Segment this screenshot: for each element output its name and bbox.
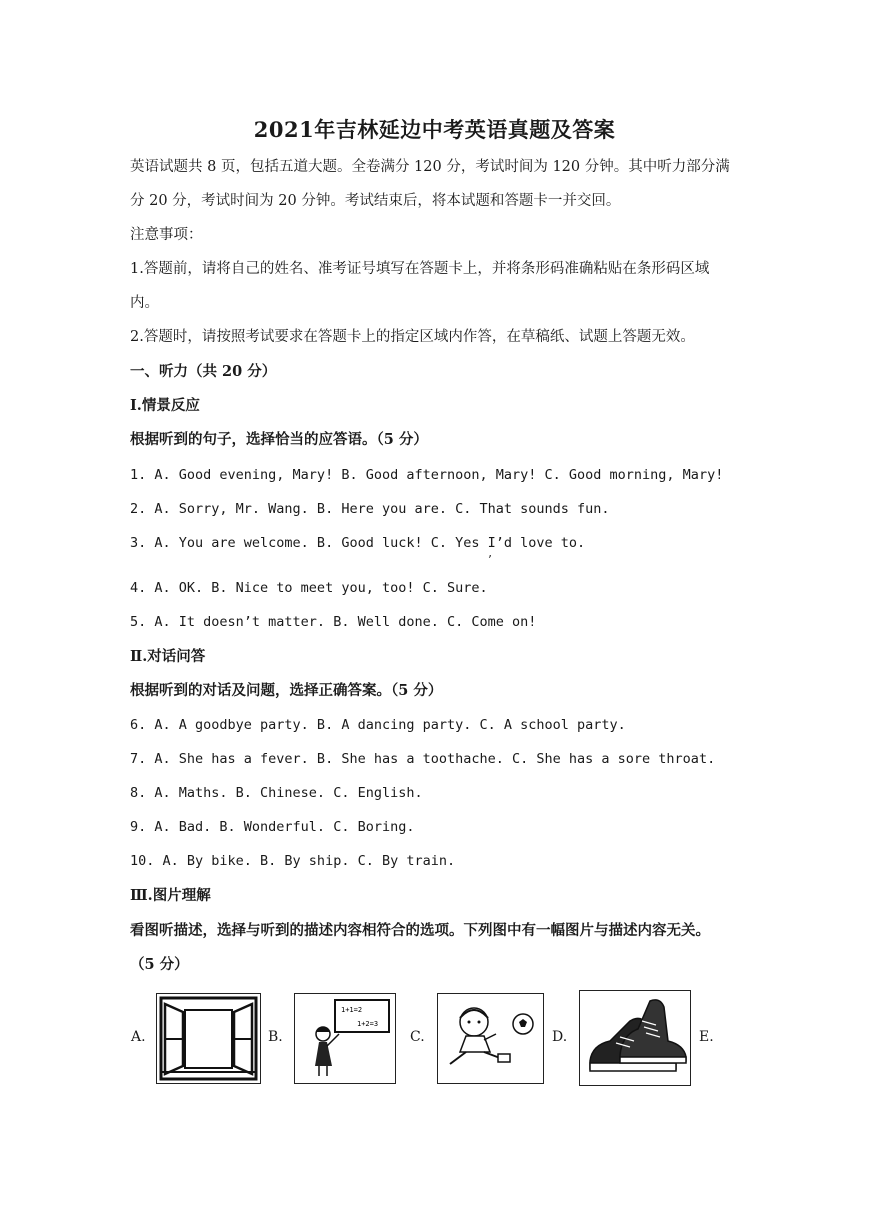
part3-instruction: 看图听描述，选择与听到的描述内容相符合的选项。下列图中有一幅图片与描述内容无关。 [130,922,710,939]
sneakers-icon [580,991,690,1085]
board-line-1: 1+1=2 [341,1006,363,1014]
football-icon [438,994,543,1083]
part1-heading: Ⅰ.情景反应 [130,397,200,414]
sneakers-picture [579,990,691,1086]
question-8: 8. A. Maths. B. Chinese. C. English. [130,785,423,801]
part2-instruction: 根据听到的对话及问题，选择正确答案。（5 分） [130,682,443,699]
question-3: 3. A. You are welcome. B. Good luck! C. Yes I’d love to. [130,535,586,551]
part2-heading: Ⅱ.对话问答 [130,648,206,665]
notice-line-1: 1.答题前，请将自己的姓名、准考证号填写在答题卡上，并将条形码准确粘贴在条形码区域 [130,261,710,277]
notice-line-2: 内。 [130,295,159,311]
window-icon [157,994,260,1083]
picture-label-e: E. [699,1029,714,1045]
question-2: 2. A. Sorry, Mr. Wang. B. Here you are. C. That sounds fun. [130,501,610,517]
question-5: 5. A. It doesn’t matter. B. Well done. C. Come on! [130,614,537,630]
picture-label-b: B. [268,1029,283,1045]
intro-line-1: 英语试题共 8 页，包括五道大题。全卷满分 120 分，考试时间为 120 分钟。其中听力部分满 [130,159,730,175]
question-10: 10. A. By bike. B. By ship. C. By train. [130,853,456,869]
section-heading: 一、听力（共 20 分） [130,363,277,380]
page-title: 2021年吉林延边中考英语真题及答案 [253,117,616,142]
part1-instruction: 根据听到的句子，选择恰当的应答语。（5 分） [130,431,428,448]
blackboard-picture [294,993,396,1084]
question-9: 9. A. Bad. B. Wonderful. C. Boring. [130,819,415,835]
question-4: 4. A. OK. B. Nice to meet you, too! C. Sure. [130,580,488,596]
notice-heading: 注意事项： [130,227,203,243]
question-6: 6. A. A goodbye party. B. A dancing party. C. A school party. [130,717,626,733]
part3-points: （5 分） [130,956,189,973]
question-1: 1. A. Good evening, Mary! B. Good afternoon, Mary! C. Good morning, Mary! [130,467,724,483]
picture-label-d: D. [552,1029,568,1045]
picture-label-a: A. [131,1029,146,1045]
football-picture [437,993,544,1084]
notice-line-3: 2.答题时，请按照考试要求在答题卡上的指定区域内作答，在草稿纸、试题上答题无效。 [130,329,695,345]
intro-line-2: 分 20 分，考试时间为 20 分钟。考试结束后，将本试题和答题卡一并交回。 [130,193,621,209]
picture-label-c: C. [410,1029,425,1045]
window-picture [156,993,261,1084]
question-7: 7. A. She has a fever. B. She has a toothache. C. She has a sore throat. [130,751,716,767]
part3-heading: Ⅲ.图片理解 [130,887,211,904]
stray-mark: ’ [488,553,492,567]
board-line-2: 1+2=3 [357,1020,379,1028]
teacher-icon [295,994,395,1083]
